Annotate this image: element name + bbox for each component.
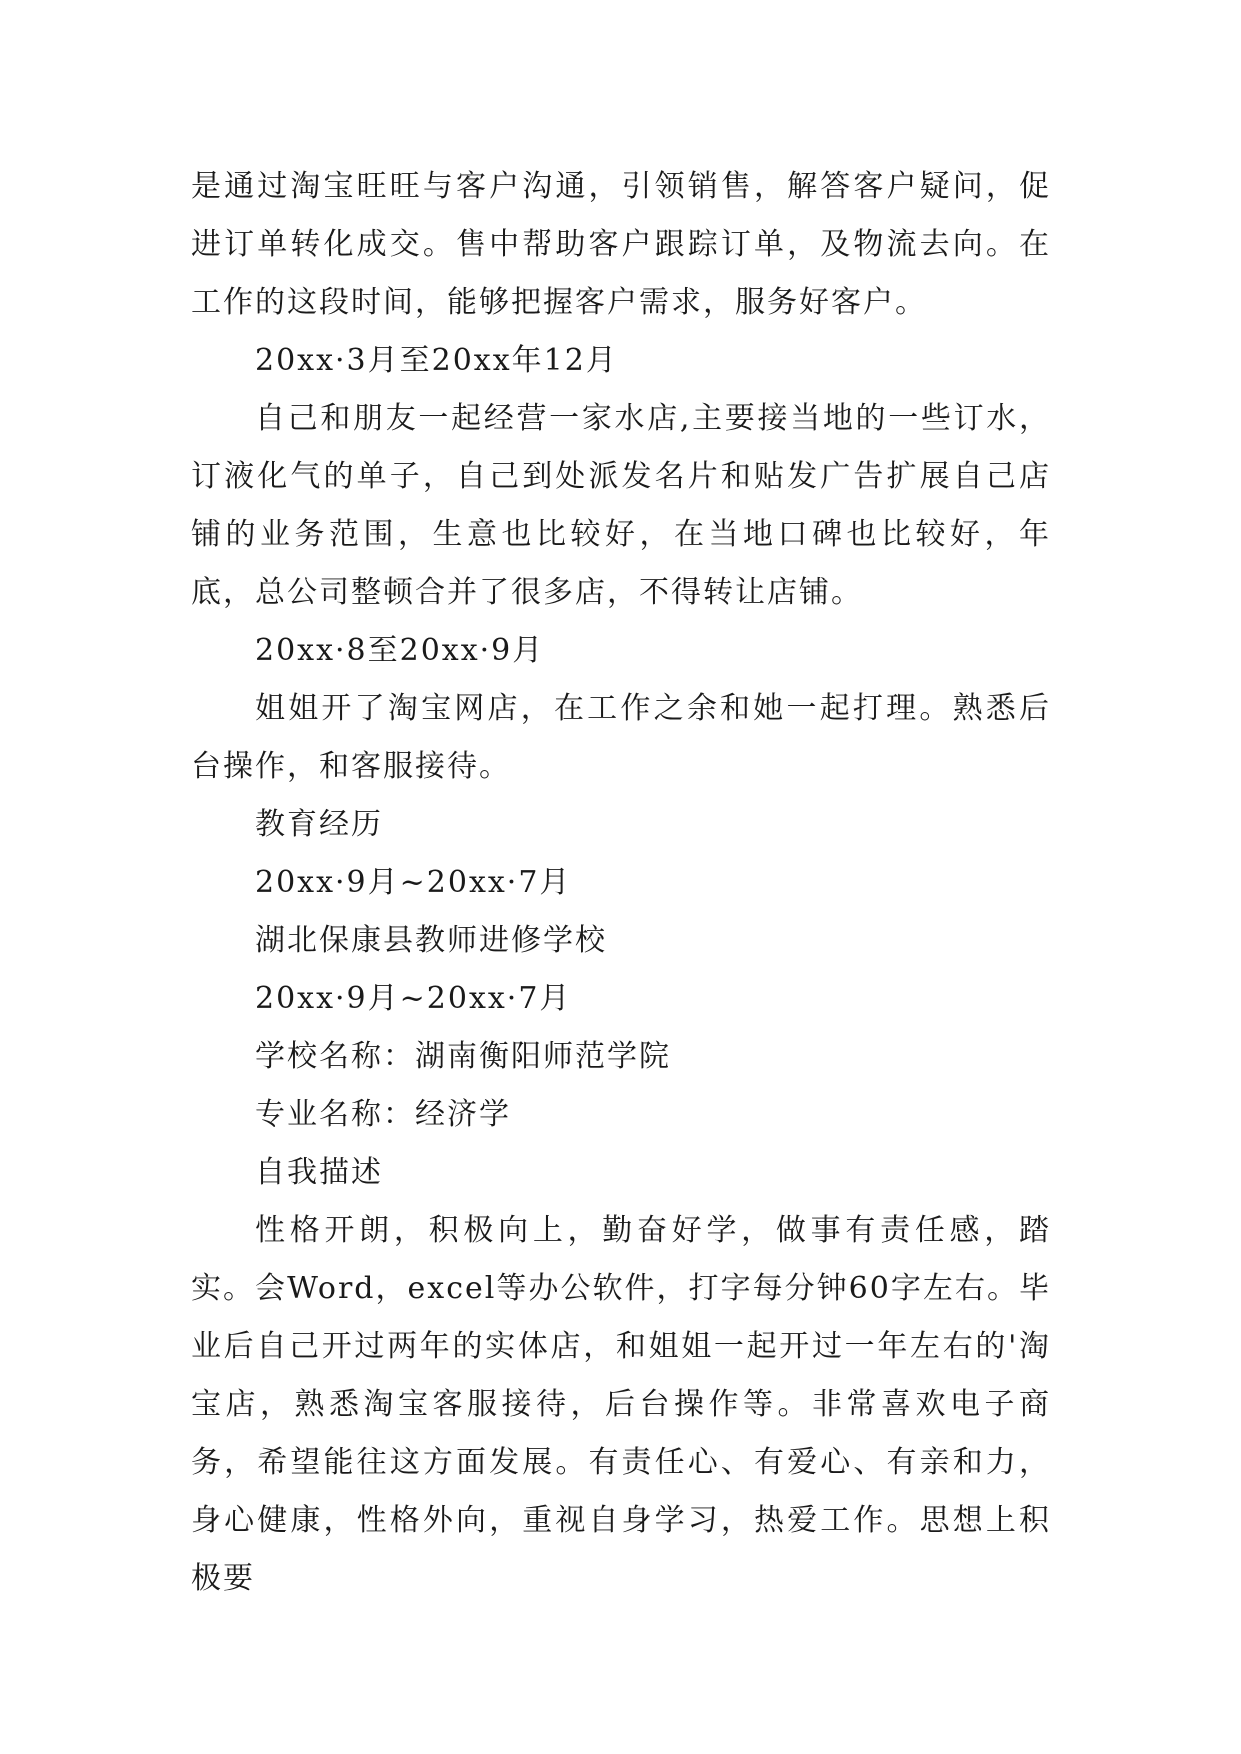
section-heading-education: 教育经历 bbox=[255, 807, 383, 842]
paragraph-major-name: 专业名称：经济学 bbox=[255, 1097, 511, 1132]
paragraph-education-period-2: 20xx·9月~20xx·7月 bbox=[255, 981, 572, 1016]
paragraph-self-description: 性格开朗，积极向上，勤奋好学，做事有责任感，踏实。会Word，excel等办公软件，打字每分钟60字左右。毕业后自己开过两年的实体店，和姐姐一起开过一年左右的'淘宝店，熟悉淘宝客服接待，后台操作等。非常喜欢电子商务，希望能往这方面发展。有责任心、有爱心、有亲和力，身心健康，性格外向，重视自身学习，热爱工作。思想上积极要 bbox=[191, 1213, 1051, 1596]
paragraph-work-duties: 是通过淘宝旺旺与客户沟通，引领销售，解答客户疑问，促进订单转化成交。售中帮助客户跟踪订单，及物流去向。在工作的这段时间，能够把握客户需求，服务好客户。 bbox=[191, 169, 1051, 320]
paragraph-education-period-1: 20xx·9月~20xx·7月 bbox=[255, 865, 572, 900]
paragraph-period-water-shop: 20xx·3月至20xx年12月 bbox=[255, 343, 618, 378]
paragraph-period-taobao: 20xx·8至20xx·9月 bbox=[255, 633, 545, 668]
paragraph-school-1: 湖北保康县教师进修学校 bbox=[255, 923, 607, 958]
paragraph-water-shop-description: 自己和朋友一起经营一家水店,主要接当地的一些订水，订液化气的单子，自己到处派发名片和贴发广告扩展自己店铺的业务范围，生意也比较好，在当地口碑也比较好，年底，总公司整顿合并了很多店，不得转让店铺。 bbox=[191, 401, 1051, 610]
paragraph-taobao-description: 姐姐开了淘宝网店，在工作之余和她一起打理。熟悉后台操作，和客服接待。 bbox=[191, 691, 1051, 784]
paragraph-school-name: 学校名称：湖南衡阳师范学院 bbox=[255, 1039, 671, 1074]
section-heading-self-description: 自我描述 bbox=[255, 1155, 383, 1190]
document-body bbox=[191, 158, 1051, 1608]
